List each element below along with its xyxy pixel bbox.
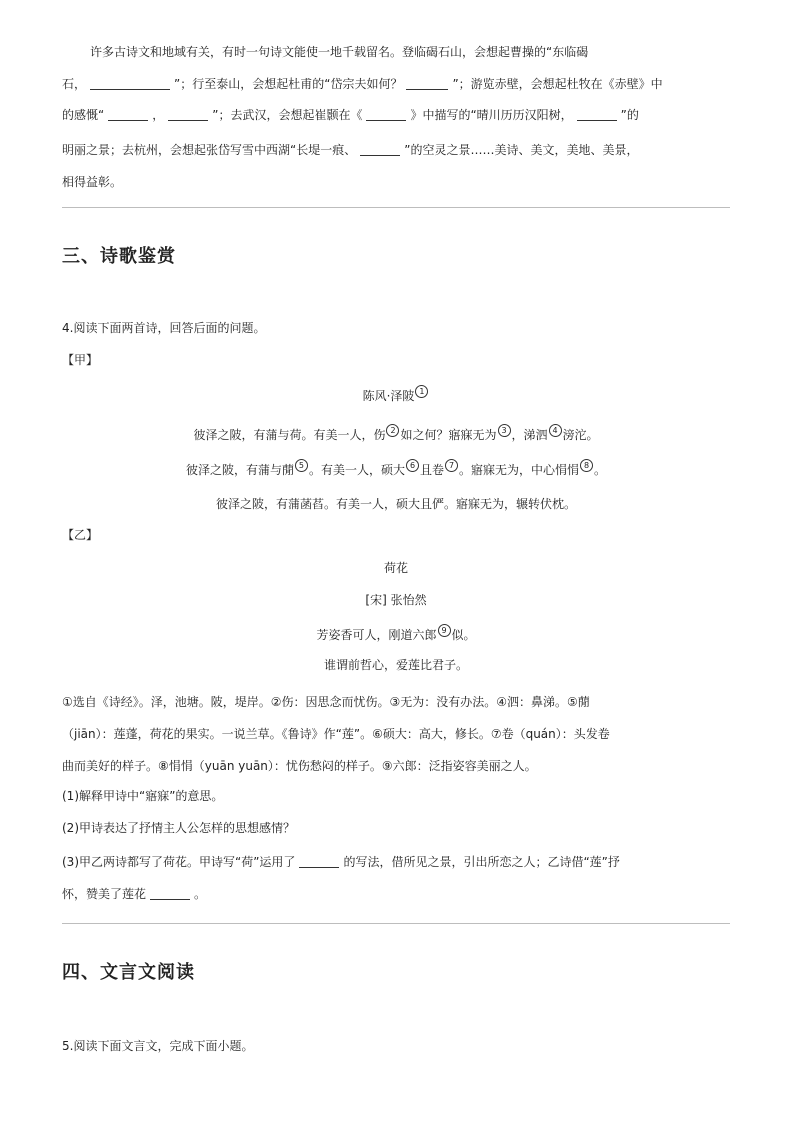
sub-question-3: (3)甲乙两诗都写了荷花。甲诗写“荷”运用了 的写法，借所见之景，引出所恋之人；乙诗借“莲”抒 xyxy=(62,855,620,869)
poem2-author: [宋] 张怡然 xyxy=(365,593,427,607)
sub-question-2: (2)甲诗表达了抒情主人公怎样的思想感情？ xyxy=(62,821,295,835)
poem-label-jia: 【甲】 xyxy=(62,353,99,367)
poem1-line-2: 彼泽之陂，有蒲与蕑 5 。有美一人，硕大 6 且卷 7 。寤寐无为，中心悁悁 8 。 xyxy=(185,461,607,477)
passage-line-5: 相得益彰。 xyxy=(62,175,123,189)
answer-blank[interactable] xyxy=(366,106,406,121)
passage-line-4: 明丽之景；去杭州，会想起张岱写雪中西湖“长堤一痕、 ”的空灵之景……美诗、美文，美地、美景， xyxy=(62,143,639,157)
answer-blank[interactable] xyxy=(168,106,208,121)
note-marker[interactable]: 4 xyxy=(549,424,562,437)
notes-line-1: ①选自《诗经》。泽，池塘。陂，堤岸。②伤：因思念而忧伤。③无为：没有办法。④泗：鼻涕。⑤蕑 xyxy=(62,695,590,709)
notes-line-2: （jiān）：莲蓬，荷花的果实。一说兰草。《鲁诗》作“莲”。⑥硕大：高大，修长。⑦卷（quán）：头发卷 xyxy=(62,727,610,741)
answer-blank[interactable] xyxy=(406,75,448,90)
sub-question-3-cont: 怀，赞美了莲花 。 xyxy=(62,887,207,901)
answer-blank[interactable] xyxy=(299,853,339,868)
note-marker[interactable]: 9 xyxy=(438,624,451,637)
note-marker[interactable]: 7 xyxy=(445,459,458,472)
divider xyxy=(62,923,730,924)
note-marker[interactable]: 8 xyxy=(580,459,593,472)
poem2-line-2: 谁谓前哲心，爱莲比君子。 xyxy=(323,658,468,672)
question-4: 4.阅读下面两首诗，回答后面的问题。 xyxy=(62,321,266,335)
passage-line-1: 许多古诗文和地域有关，有时一句诗文能使一地千载留名。登临碣石山，会想起曹操的“东临碣 xyxy=(90,45,589,59)
note-marker[interactable]: 2 xyxy=(386,424,399,437)
poem1-line-1: 彼泽之陂，有蒲与荷。有美一人，伤 2 如之何？寤寐无为 3 ，涕泗 4 滂沱。 xyxy=(193,426,599,442)
notes-line-3: 曲而美好的样子。⑧悁悁（yuān yuān）：忧伤愁闷的样子。⑨六郎：泛指姿容美丽之人。 xyxy=(62,759,537,773)
answer-blank[interactable] xyxy=(90,75,170,90)
poem-label-yi: 【乙】 xyxy=(62,528,99,542)
divider xyxy=(62,207,730,208)
sub-question-1: (1)解释甲诗中“寤寐”的意思。 xyxy=(62,789,224,803)
poem2-line-1: 芳姿香可人，刚道六郎 9 似。 xyxy=(316,626,476,642)
passage-line-2: 石， ”；行至泰山，会想起杜甫的“岱宗夫如何？ ”；游览赤壁，会想起杜牧在《赤壁》中 xyxy=(62,77,663,91)
question-5: 5.阅读下面文言文，完成下面小题。 xyxy=(62,1039,254,1053)
section-heading: 三、诗歌鉴赏 xyxy=(62,246,176,267)
answer-blank[interactable] xyxy=(150,885,190,900)
poem1-line-3: 彼泽之陂，有蒲菡萏。有美一人，硕大且俨。寤寐无为，辗转伏枕。 xyxy=(215,497,576,511)
passage-line-3: 的感慨“ ， ”；去武汉，会想起崔颢在《 》中描写的“晴川历历汉阳树， ”的 xyxy=(62,108,639,122)
answer-blank[interactable] xyxy=(108,106,148,121)
note-marker[interactable]: 1 xyxy=(415,385,428,398)
poem1-title: 陈风·泽陂 1 xyxy=(62,385,730,406)
note-marker[interactable]: 6 xyxy=(406,459,419,472)
answer-blank[interactable] xyxy=(360,141,400,156)
note-marker[interactable]: 3 xyxy=(498,424,511,437)
poem2-title: 荷花 xyxy=(383,561,408,575)
note-marker[interactable]: 5 xyxy=(295,459,308,472)
answer-blank[interactable] xyxy=(577,106,617,121)
section-heading: 四、文言文阅读 xyxy=(62,962,195,983)
